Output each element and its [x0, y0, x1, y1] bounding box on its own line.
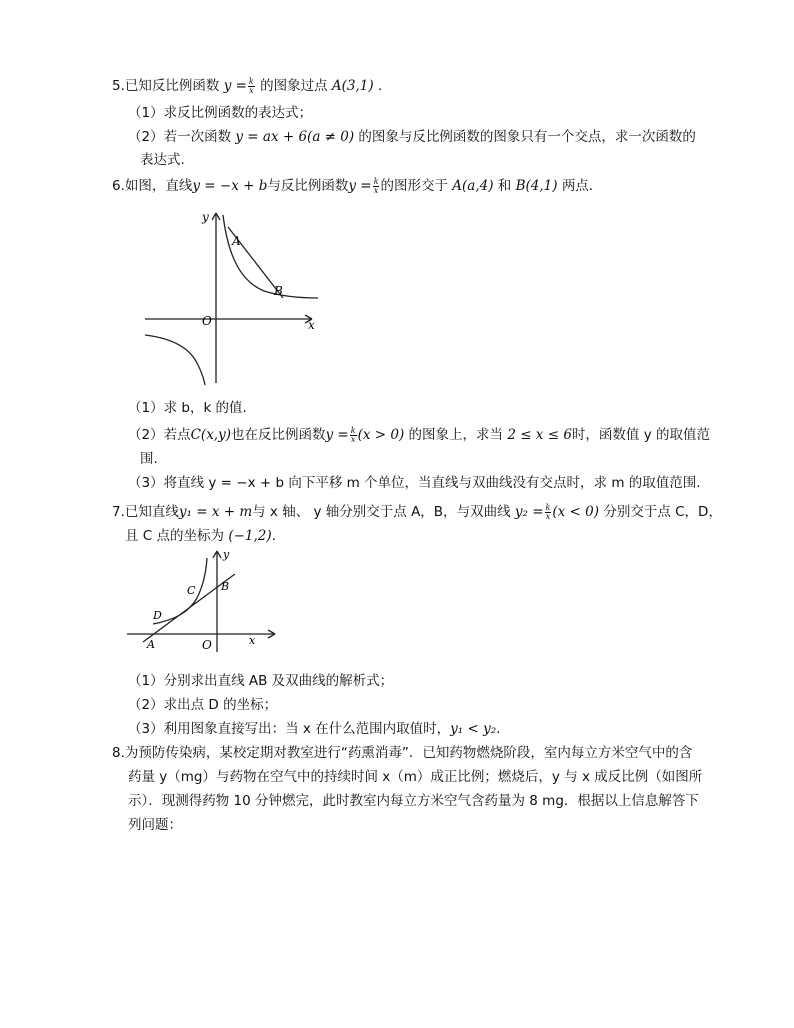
- q7-eq2-cond: (x < 0): [552, 504, 600, 520]
- q5-stem: [112, 76, 382, 96]
- q6-part3: （3）将直线 y = −x + b 向下平移 m 个单位，当直线与双曲线没有交点时，求 m 的取值范围.: [128, 475, 701, 491]
- q8-number: 8.: [112, 745, 125, 761]
- q6-part2-a: （2）若点: [128, 427, 191, 443]
- q8-line4: 列问题：: [128, 817, 182, 833]
- q8-text-1: 为预防传染病，某校定期对教室进行“药熏消毒”．已知药物燃烧阶段，室内每立方米空气中的含: [124, 745, 693, 761]
- q6-point-a: A(a,4): [452, 178, 494, 194]
- q6-line-eq: y = −x + b: [192, 178, 268, 194]
- q7-label-y: y: [223, 548, 230, 561]
- q6-stem-c: 的图形交于: [380, 178, 448, 194]
- q6-frac-den: x: [373, 185, 379, 195]
- q5-stem-a: 已知反比例函数: [124, 78, 220, 94]
- q7-part3-a: （3）利用图象直接写出：当 x 在什么范围内取值时，: [128, 721, 451, 737]
- q6-part2-c: 的图象上，求当: [408, 427, 504, 443]
- q6-part2-point: C(x,y): [190, 427, 231, 443]
- q7-fraction: [545, 504, 552, 521]
- q6-part1: （1）求 b，k 的值.: [128, 400, 247, 416]
- q5-stem-b: 的图象过点: [260, 78, 328, 94]
- q6-eq-lhs: y =: [348, 178, 372, 194]
- q6-part2-fraction: [350, 427, 357, 444]
- q8-line3: 示）．现测得药物 10 分钟燃完，此时教室内每立方米空气含药量为 8 mg．根据以上信息解答下: [128, 793, 699, 809]
- q7-label-x: x: [249, 634, 256, 647]
- q6-point-b: B(4,1): [515, 178, 558, 194]
- q5-number: 5.: [112, 78, 125, 94]
- q5-part2-b: 的图象与反比例函数的图象只有一个交点，求一次函数的: [358, 129, 696, 145]
- q7-part3-end: .: [496, 721, 501, 737]
- q8-line2: 药量 y（mg）与药物在空气中的持续时间 x（m）成正比例；燃烧后，y 与 x 成反比例（如图所: [128, 769, 703, 785]
- q6-hyperbola-right: [223, 215, 318, 298]
- q7-stem-b: 与 x 轴、 y 轴分别交于点 A，B，与双曲线: [252, 504, 511, 520]
- q7-label-d: D: [153, 609, 162, 622]
- q7-label-c: C: [187, 584, 196, 597]
- q5-frac-den: x: [249, 85, 254, 95]
- q8-line1: [112, 743, 692, 763]
- q5-part2-cont: 表达式.: [140, 152, 185, 168]
- q5-part1: （1）求反比例函数的表达式；: [128, 105, 313, 121]
- q6-frac-num: k: [373, 176, 379, 186]
- q6-label-b: B: [274, 284, 283, 298]
- q5-point: A(3,1): [331, 78, 374, 94]
- q7-number: 7.: [112, 504, 125, 520]
- q6-part2-range: 2 ≤ x ≤ 6: [507, 427, 572, 443]
- q7-frac-num: k: [545, 502, 551, 512]
- q6-number: 6.: [112, 178, 125, 194]
- q5-eq-lhs: y =: [223, 78, 247, 94]
- q5-frac-num: k: [248, 76, 254, 86]
- q6-part2-cont: 围.: [140, 451, 158, 467]
- q7-stem-line2: [125, 526, 276, 546]
- q6-fraction: [373, 178, 380, 195]
- q6-stem-b: 与反比例函数: [267, 178, 349, 194]
- q5-fraction: [248, 78, 255, 95]
- q6-figure: [140, 205, 325, 390]
- q7-eq1: y₁ = x + m: [178, 504, 253, 520]
- q6-hyperbola-left: [145, 335, 205, 385]
- q6-stem: [112, 176, 593, 196]
- q6-part2-b: 也在反比例函数: [231, 427, 326, 443]
- q7-label-a: A: [147, 638, 155, 651]
- q6-stem-end: 两点.: [561, 178, 594, 194]
- q7-label-b: B: [221, 580, 230, 593]
- q6-label-y: y: [202, 210, 209, 224]
- q6-label-a: A: [232, 234, 241, 248]
- q6-part2-frac-den: x: [350, 434, 356, 444]
- q7-part2: （2）求出点 D 的坐标；: [128, 697, 278, 713]
- q5-part2: [128, 127, 696, 147]
- q7-eq2-lhs: y₂ =: [514, 504, 544, 520]
- q6-label-x: x: [308, 318, 315, 332]
- q5-stem-end: .: [377, 78, 383, 94]
- q7-part1: （1）分别求出直线 AB 及双曲线的解析式；: [128, 673, 394, 689]
- q5-part2-a: （2）若一次函数: [128, 129, 232, 145]
- q6-stem-a: 如图，直线: [124, 178, 193, 194]
- q6-part2-d: 时，函数值 y 的取值范: [571, 427, 710, 443]
- q7-coord-c: (−1,2): [228, 528, 272, 544]
- q7-stem-d: 且 C 点的坐标为: [125, 528, 225, 544]
- q7-stem: [112, 502, 722, 522]
- q7-stem-a: 已知直线: [124, 504, 179, 520]
- q7-label-o: O: [202, 638, 212, 652]
- q6-part2-frac-num: k: [350, 425, 356, 435]
- q6-label-o: O: [202, 314, 212, 328]
- q6-part2-cond: (x > 0): [357, 427, 405, 443]
- q6-part2-eq: y =: [325, 427, 349, 443]
- q7-figure: [125, 546, 285, 656]
- q7-part3-ineq: y₁ < y₂: [450, 721, 497, 737]
- q6-part2: [128, 425, 710, 445]
- q7-stem-c: 分别交于点 C，D，: [603, 504, 722, 520]
- q7-part3: [128, 719, 500, 739]
- q7-frac-den: x: [545, 511, 551, 521]
- q7-stem-end: .: [271, 528, 276, 544]
- q6-and: 和: [497, 178, 512, 194]
- q5-part2-eq: y = ax + 6(a ≠ 0): [235, 129, 355, 145]
